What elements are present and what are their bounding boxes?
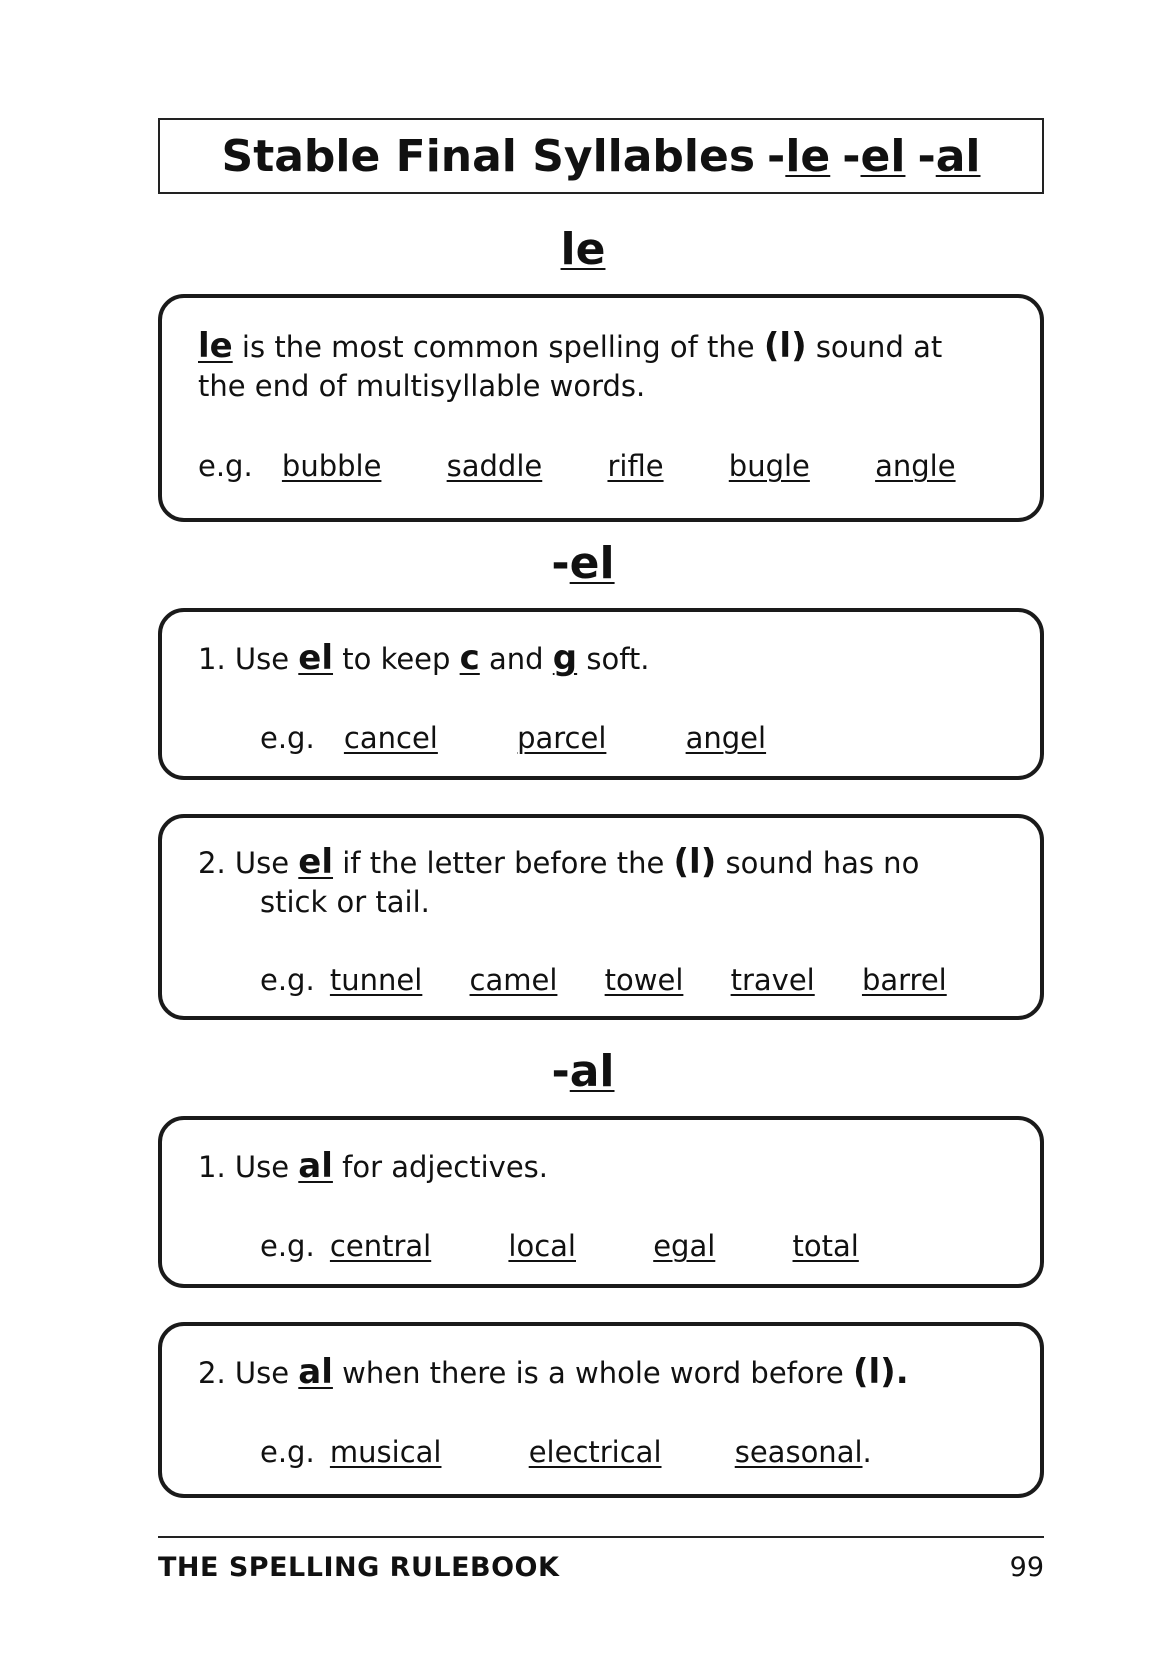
title-suffix-al [917, 131, 980, 182]
rule-el-1-line1 [198, 638, 1010, 679]
rule-text: . [895, 1352, 909, 1392]
examples-row [260, 1226, 1010, 1266]
eg-label: e.g. [198, 449, 253, 483]
rule-le-line2: the end of multisyllable words. [198, 369, 646, 403]
examples-row [260, 960, 1010, 1000]
example-word: bubble [281, 449, 382, 483]
page-title: Stable Final Syllables [221, 130, 756, 182]
rule-el-2-line2: stick or tail. [260, 885, 430, 919]
example-word: angel [685, 721, 767, 755]
heading-dash: - [551, 538, 570, 589]
rule-text: if the letter before the [333, 846, 674, 880]
rule-text: when there is a whole word before [332, 1356, 853, 1390]
section-heading-le [0, 222, 1166, 278]
key-spelling: el [298, 638, 334, 678]
footer-page-number: 99 [1009, 1552, 1044, 1583]
rule-el-2-line1 [198, 842, 1010, 883]
example-word: camel [469, 963, 558, 997]
key-spelling: le [198, 326, 233, 366]
rule-text: 1. Use [198, 1150, 299, 1184]
title-dash: - [917, 130, 936, 182]
rule-al-1-line1 [198, 1146, 1010, 1187]
rule-le-line1 [198, 326, 1010, 367]
sound-marker: (l) [673, 842, 717, 882]
examples-row [260, 1432, 1010, 1472]
footer-book-title: THE SPELLING RULEBOOK [158, 1552, 560, 1583]
example-word: egal [653, 1229, 716, 1263]
example-word: seasonal [734, 1435, 863, 1469]
sound-marker: (l) [852, 1352, 896, 1392]
key-spelling: al [298, 1146, 333, 1186]
rule-text: soft. [577, 642, 650, 676]
rule-text: sound has no [716, 846, 920, 880]
example-word: saddle [446, 449, 543, 483]
example-word: travel [730, 963, 815, 997]
example-word: angle [875, 449, 956, 483]
key-spelling: al [298, 1352, 333, 1392]
example-word: rifle [607, 449, 664, 483]
trailing-period: . [862, 1435, 872, 1469]
eg-label: e.g. [260, 721, 315, 755]
example-word: cancel [343, 721, 438, 755]
rule-text: 2. Use [198, 1356, 299, 1390]
example-word: bugle [728, 449, 810, 483]
eg-label: e.g. [260, 1229, 315, 1263]
rule-text: 1. Use [198, 642, 299, 676]
example-word: barrel [861, 963, 947, 997]
sound-marker: (l) [763, 326, 807, 366]
examples-row [198, 446, 1010, 486]
rule-text: and [479, 642, 553, 676]
key-spelling: el [298, 842, 334, 882]
example-word: towel [604, 963, 684, 997]
title-dash: - [842, 130, 861, 182]
rule-text: is the most common spelling of the [232, 330, 764, 364]
rule-text: to keep [333, 642, 460, 676]
rule-card-le [158, 294, 1044, 522]
example-word: local [508, 1229, 576, 1263]
rule-al-2-line1 [198, 1352, 1010, 1393]
section-heading-al [0, 1044, 1166, 1100]
rule-text: 2. Use [198, 846, 299, 880]
eg-label: e.g. [260, 1435, 315, 1469]
title-dash: - [767, 130, 786, 182]
rule-card-al-1 [158, 1116, 1044, 1288]
section-heading-le-text: le [560, 224, 606, 275]
example-word: tunnel [329, 963, 423, 997]
rule-card-el-1 [158, 608, 1044, 780]
heading-dash: - [551, 1046, 570, 1097]
example-word: electrical [528, 1435, 662, 1469]
rule-text: for adjectives. [332, 1150, 548, 1184]
rule-card-al-2 [158, 1322, 1044, 1498]
example-word: parcel [517, 721, 607, 755]
example-word: total [792, 1229, 859, 1263]
examples-row [260, 718, 1010, 758]
section-heading-al-text: al [569, 1046, 615, 1097]
example-word: central [329, 1229, 432, 1263]
footer-divider [158, 1536, 1044, 1538]
rule-card-el-2 [158, 814, 1044, 1020]
letter-g: g [552, 638, 578, 678]
title-suffix-le-text: le [785, 130, 831, 182]
section-heading-el [0, 536, 1166, 592]
rule-text: sound at [806, 330, 943, 364]
page-title-box [158, 118, 1044, 194]
eg-label: e.g. [260, 963, 315, 997]
title-suffix-le [767, 131, 830, 182]
example-word: musical [329, 1435, 442, 1469]
title-suffix-el [842, 131, 905, 182]
title-suffix-al-text: al [935, 130, 981, 182]
letter-c: c [459, 638, 480, 678]
section-heading-el-text: el [569, 538, 615, 589]
title-suffix-el-text: el [860, 130, 906, 182]
